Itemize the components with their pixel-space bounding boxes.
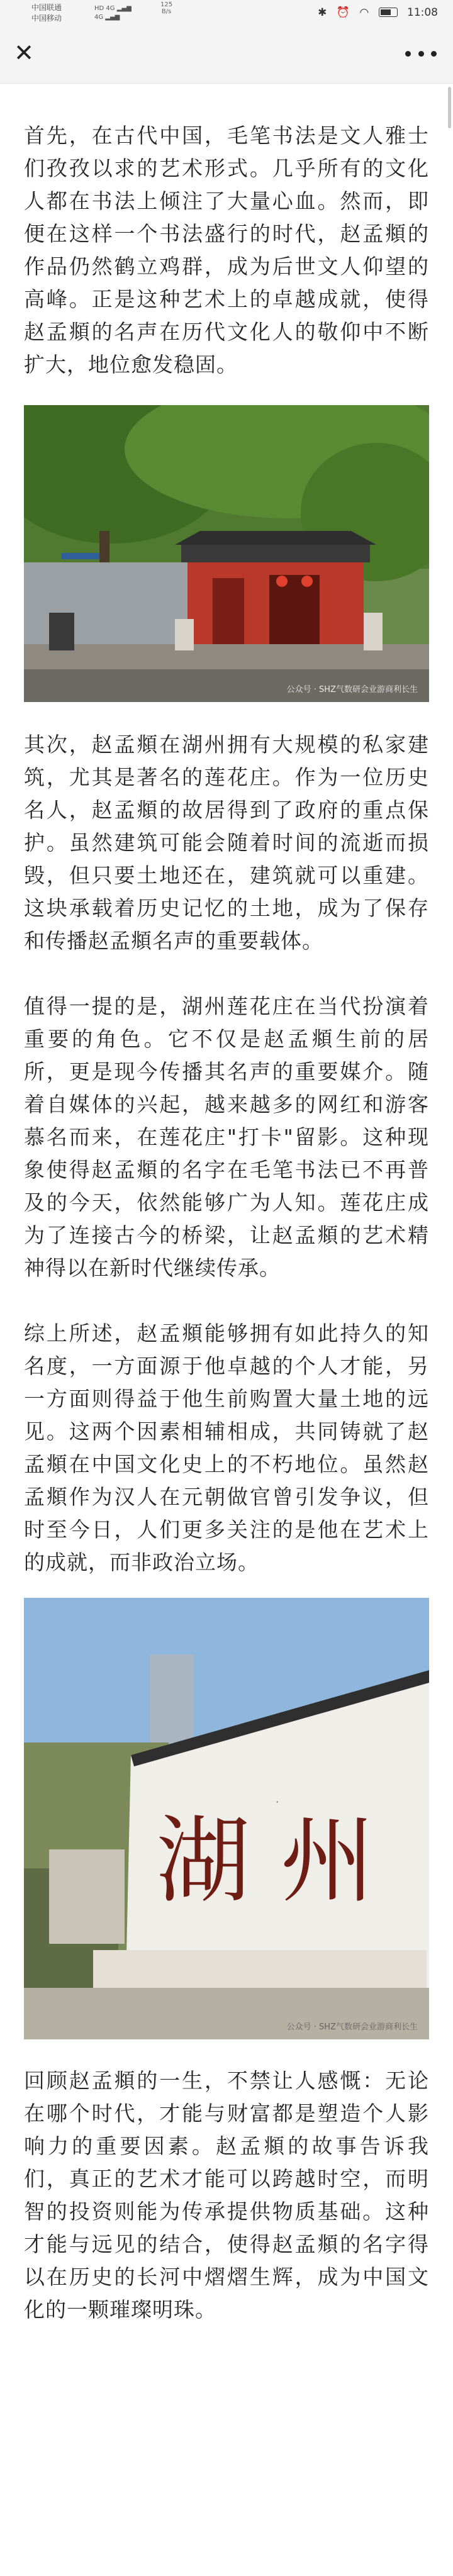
- wall-calligraphy: 湖 州: [156, 1807, 375, 1916]
- more-dots-icon[interactable]: [405, 43, 437, 64]
- battery-icon: [379, 6, 398, 19]
- paragraph-2: 其次，赵孟頫在湖州拥有大规模的私家建筑，尤其是著名的莲花庄。作为一位历史名人，赵孟頫的故居得到了政府的重点保护。虽然建筑可能会随着时间的流逝而损毁，但只要土地还在，建筑就可以重建。这块承载着历史记忆的土地，成为了保存和传播赵孟頫名声的重要载体。: [24, 732, 429, 953]
- paragraph-5: 回顾赵孟頫的一生，不禁让人感慨：无论在哪个时代，才能与财富都是塑造个人影响力的重要因素。赵孟頫的故事告诉我们，真正的艺术才能可以跨越时空，而明智的投资则能为传承提供物质基础。这种才能与远见的结合，使得赵孟頫的名字得以在历史的长河中熠熠生辉，成为中国文化的一颗璀璨明珠。: [24, 2068, 429, 2322]
- scrollbar[interactable]: [448, 87, 451, 128]
- carrier-1: 中国联通: [31, 3, 62, 12]
- clock: 11:08: [407, 6, 438, 19]
- svg-text:·: ·: [276, 1796, 279, 1808]
- network-speed-value: 125: [160, 1, 173, 8]
- top-nav-bar: [0, 25, 453, 84]
- status-bar: [0, 0, 453, 25]
- carrier-2: 中国移动: [31, 14, 62, 23]
- paragraph-1: 首先，在古代中国，毛笔书法是文人雅士们孜孜以求的艺术形式。几乎所有的文化人都在书法上倾注了大量心血。然而，即便在这样一个书法盛行的时代，赵孟頫的作品仍然鹤立鸡群，成为后世文人仰望的高峰。正是这种艺术上的卓越成就，使得赵孟頫的名声在历代文化人的敬仰中不断扩大，地位愈发稳固。: [24, 123, 429, 377]
- paragraph-3: 值得一提的是，湖州莲花庄在当代扮演着重要的角色。它不仅是赵孟頫生前的居所，更是现今传播其名声的重要媒介。随着自媒体的兴起，越来越多的网红和游客慕名而来，在莲花庄"打卡"留影。这种现象使得赵孟頫的名字在毛笔书法已不再普及的今天，依然能够广为人知。莲花庄成为了连接古今的桥梁，让赵孟頫的艺术精神得以在新时代继续传承。: [24, 994, 429, 1280]
- photo-huzhou-wall-svg: [24, 1598, 429, 2039]
- paragraph-4: 综上所述，赵孟頫能够拥有如此持久的知名度，一方面源于他卓越的个人才能，另一方面则得益于他生前购置大量土地的远见。这两个因素相辅相成，共同铸就了赵孟頫在中国文化史上的不朽地位。虽然赵孟頫作为汉人在元朝做官曾引发争议，但时至今日，人们更多关注的是他在艺术上的成就，而非政治立场。: [24, 1321, 429, 1575]
- wifi-icon: ◠: [359, 6, 369, 19]
- image-watermark-1: 公众号 · SHZ气数研会业游商利长生: [286, 685, 418, 694]
- network-speed: [160, 1, 172, 15]
- carrier-info: [31, 3, 62, 24]
- photo-huzhou-wall: [24, 1598, 429, 2039]
- signal-2: 4G ▂▄▆: [94, 14, 120, 21]
- signal-1: HD 4G ▂▄▆: [94, 5, 131, 12]
- network-speed-unit: B/s: [161, 8, 172, 15]
- bluetooth-icon: ✱: [318, 6, 327, 19]
- photo-lianhuazhuang-gate: [24, 405, 429, 702]
- image-watermark-2: 公众号 · SHZ气数研会业游商利长生: [286, 2022, 418, 2032]
- photo-lianhuazhuang-gate-svg: [24, 405, 429, 702]
- status-right: [311, 6, 438, 19]
- close-icon[interactable]: ✕: [14, 39, 34, 67]
- article-body: [24, 120, 429, 2326]
- alarm-icon: ⏰: [336, 6, 350, 19]
